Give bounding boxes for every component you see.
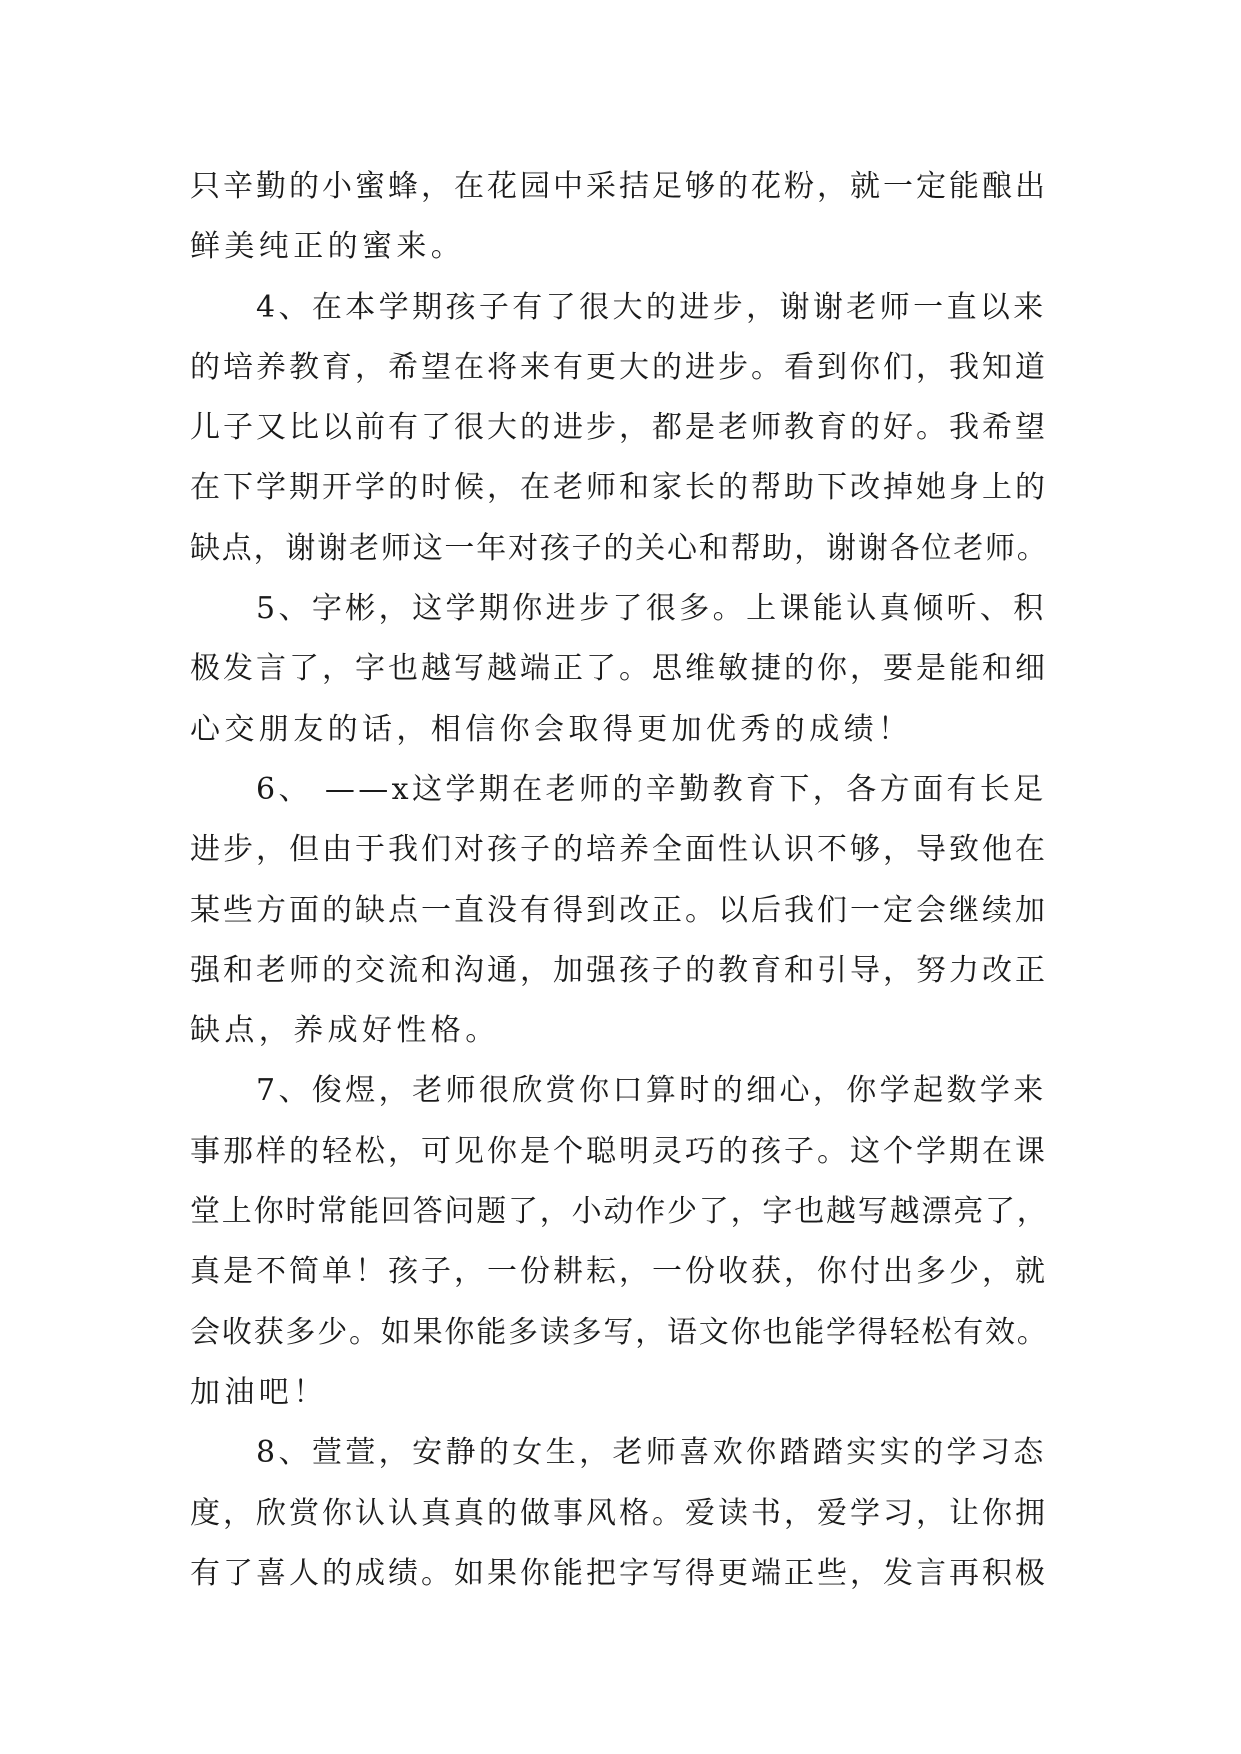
text-line: 在下学期开学的时候，在老师和家长的帮助下改掉她身上的 xyxy=(190,470,1048,506)
text-line: 儿子又比以前有了很大的进步，都是老师教育的好。我希望 xyxy=(190,410,1048,446)
paragraph-5-first-line: 5、字彬，这学期你进步了很多。上课能认真倾听、积 xyxy=(256,591,1047,627)
text-line: 只辛勤的小蜜蜂，在花园中采拮足够的花粉，就一定能酿出 xyxy=(190,169,1048,204)
paragraph-7-first-line: 7、俊煜，老师很欣赏你口算时的细心，你学起数学来 xyxy=(256,1073,1047,1109)
paragraph-4-first-line: 4、在本学期孩子有了很大的进步，谢谢老师一直以来 xyxy=(256,289,1047,325)
paragraph-6-first-line: 6、 ——x这学期在老师的辛勤教育下，各方面有长足 xyxy=(256,771,1047,807)
text-line: 极发言了，字也越写越端正了。思维敏捷的你，要是能和细 xyxy=(190,651,1048,687)
text-line: 强和老师的交流和沟通，加强孩子的教育和引导，努力改正 xyxy=(190,952,1048,988)
document-body xyxy=(190,157,1050,1604)
text-line: 加油吧！ xyxy=(190,1374,328,1410)
text-line: 某些方面的缺点一直没有得到改正。以后我们一定会继续加 xyxy=(190,892,1048,928)
text-line: 心交朋友的话，相信你会取得更加优秀的成绩！ xyxy=(190,711,913,747)
paragraph-8-first-line: 8、萱萱，安静的女生，老师喜欢你踏踏实实的学习态 xyxy=(256,1435,1047,1471)
text-line: 缺点，谢谢老师这一年对孩子的关心和帮助，谢谢各位老师。 xyxy=(190,530,1049,566)
text-line: 鲜美纯正的蜜来。 xyxy=(190,229,466,265)
text-line: 进步，但由于我们对孩子的培养全面性认识不够，导致他在 xyxy=(190,832,1048,868)
text-line: 有了喜人的成绩。如果你能把字写得更端正些，发言再积极 xyxy=(190,1555,1048,1591)
text-line: 的培养教育，希望在将来有更大的进步。看到你们，我知道 xyxy=(190,349,1048,385)
text-line: 堂上你时常能回答问题了，小动作少了，字也越写越漂亮了， xyxy=(190,1194,1049,1230)
text-line: 会收获多少。如果你能多读多写，语文你也能学得轻松有效。 xyxy=(190,1314,1049,1350)
text-line: 缺点，养成好性格。 xyxy=(190,1013,500,1049)
text-line: 真是不简单！孩子，一份耕耘，一份收获，你付出多少，就 xyxy=(190,1254,1048,1290)
text-line: 度，欣赏你认认真真的做事风格。爱读书，爱学习，让你拥 xyxy=(190,1495,1048,1531)
text-line: 事那样的轻松，可见你是个聪明灵巧的孩子。这个学期在课 xyxy=(190,1133,1048,1169)
